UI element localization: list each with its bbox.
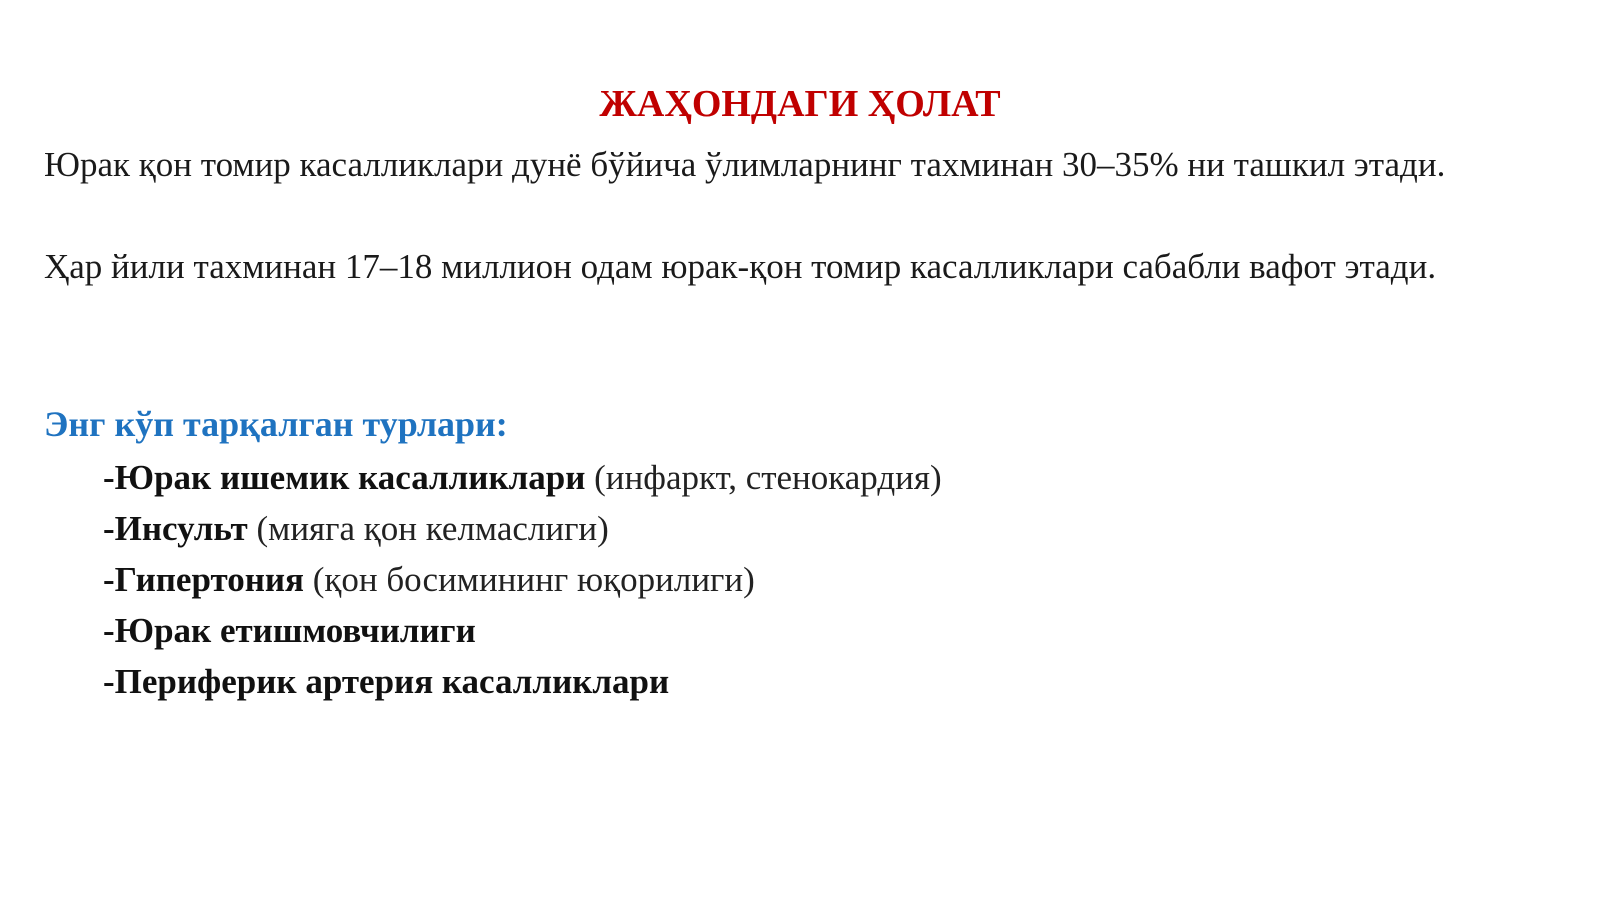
list-item-note: (мияга қон келмаслиги) [247, 509, 609, 548]
list-item-hypertension [103, 554, 942, 605]
list-item-note: (қон босимининг юқорилиги) [303, 560, 755, 599]
disease-types-list [103, 452, 942, 707]
list-item-stroke [103, 503, 942, 554]
list-item-label: -Гипертония [103, 560, 304, 599]
list-item-ischemic-heart-disease [103, 452, 942, 503]
paragraph-annual-deaths: Ҳар йили тахминан 17–18 миллион одам юрак-қон томир касалликлари сабабли вафот этади. [44, 247, 1437, 286]
slide-title: ЖАҲОНДАГИ ҲОЛАТ [599, 83, 1001, 125]
list-item-note: (инфаркт, стенокардия) [585, 458, 942, 497]
list-item-label: -Инсульт [103, 509, 248, 548]
list-item-peripheral-artery-disease [103, 656, 942, 707]
list-item-label: -Юрак етишмовчилиги [103, 611, 476, 650]
list-item-label: -Периферик артерия касалликлари [103, 662, 670, 701]
paragraph-mortality-share: Юрак қон томир касалликлари дунё бўйича ўлимларнинг тахминан 30–35% ни ташкил этади. [44, 145, 1446, 184]
list-item-heart-failure [103, 605, 942, 656]
subheading-common-types: Энг кўп тарқалган турлари: [44, 404, 508, 444]
list-item-label: -Юрак ишемик касалликлари [103, 458, 586, 497]
